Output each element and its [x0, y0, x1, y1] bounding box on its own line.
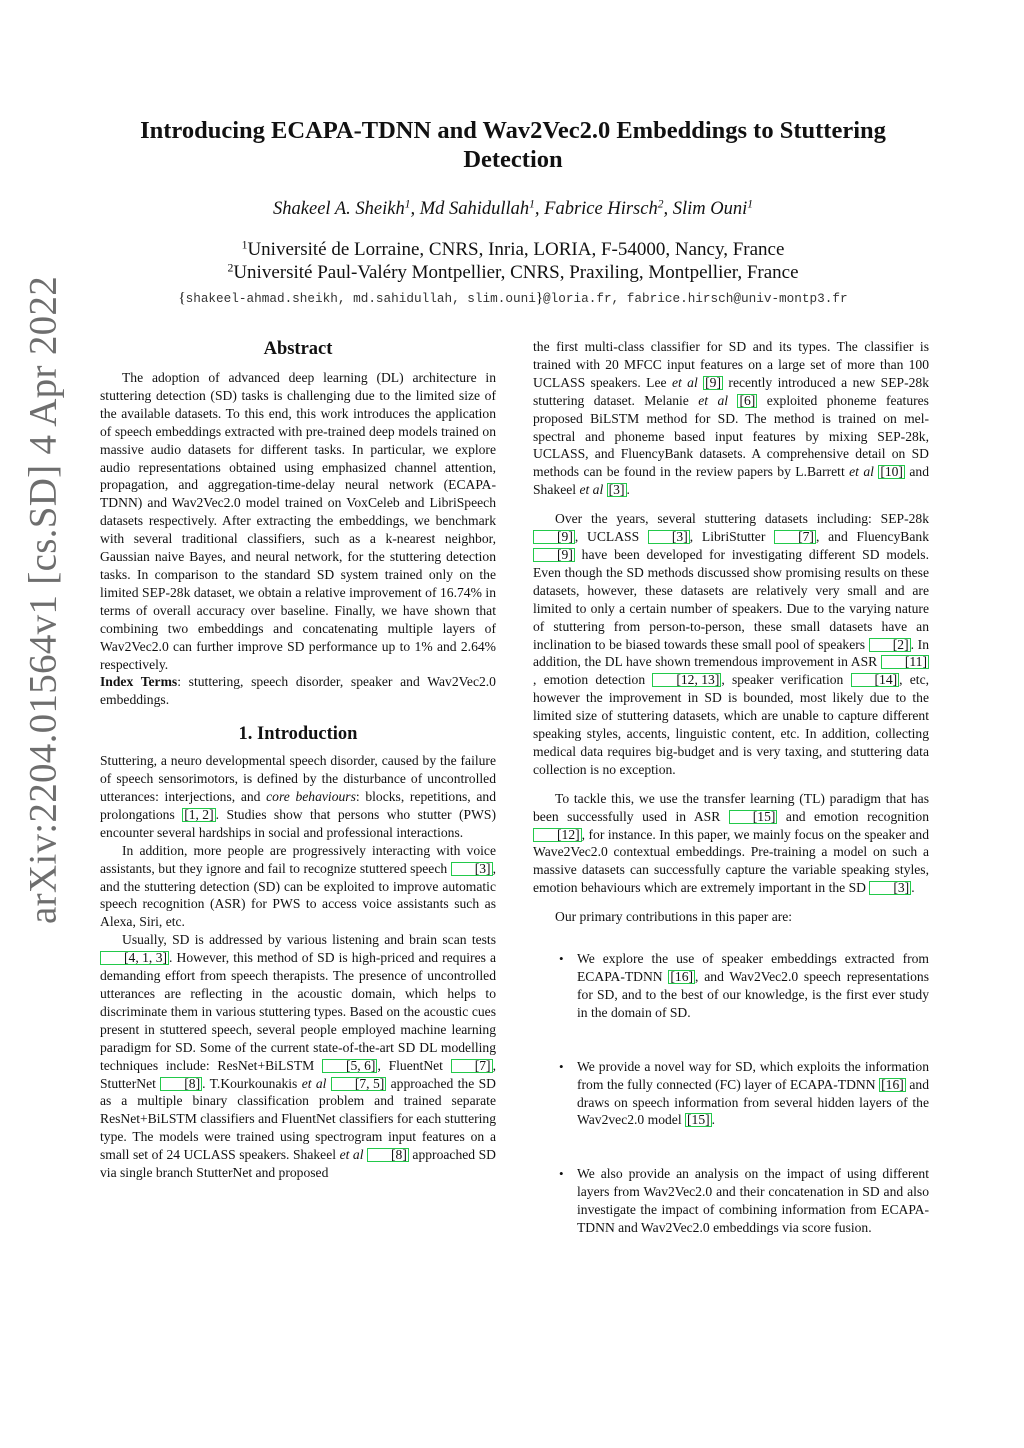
citation-link[interactable]: [7] — [774, 530, 816, 544]
author-list: Shakeel A. Sheikh$^1$, Md Sahidullah$^1$, Fabrice Hirsch$^2$, Slim Ouni$^1$ — [273, 198, 753, 219]
author-name: Fabrice Hirsch — [544, 199, 658, 219]
index-terms — [100, 673, 496, 709]
text-run: We explore the use of speaker embeddings extracted from ECAPA-TDNN — [577, 951, 929, 984]
affiliation-1 — [110, 238, 916, 262]
citation-link[interactable]: [3] — [608, 482, 625, 498]
citation-link[interactable]: [3] — [869, 881, 911, 895]
author-affil-sup: 1 — [529, 198, 535, 211]
author-affil-sup: 2 — [657, 198, 664, 211]
text-run: . — [911, 880, 915, 896]
text-run: We provide a novel way for SD, which exploits the information from the fully connected (FC) layer of ECAPA-TDNN — [577, 1058, 929, 1092]
text-run — [728, 393, 737, 408]
text-run: recently introduced a new SEP-28k stuttering dataset. Melanie — [533, 374, 929, 408]
text-run: and Shakeel — [533, 464, 929, 498]
text-run: , and FluencyBank — [815, 529, 929, 545]
text-run: , FluentNet — [377, 1057, 451, 1073]
author-name: Slim Ouni — [672, 199, 748, 219]
text-run: Over the years, several stuttering datasets including: SEP-28k — [555, 511, 929, 527]
abstract-heading: Abstract — [263, 339, 333, 359]
text-run: and draws on speech information from several hidden layers of the Wav2vec2.0 model — [577, 1076, 929, 1128]
right-paragraph-1 — [533, 338, 929, 499]
affiliation-text: Université de Lorraine, CNRS, Inria, LORIA, F-54000, Nancy, France — [247, 239, 785, 260]
text-run: , and the stuttering detection (SD) can be exploited to improve automatic speech recognition (ASR) for PWS to access voice assistants such as Alexa, Siri, etc. — [100, 860, 496, 930]
text-run: , emotion detection — [533, 672, 653, 688]
text-run: . — [711, 1112, 716, 1128]
arxiv-sidebar — [8, 100, 78, 1100]
text-run: , LibriStutter — [689, 529, 775, 545]
text-run: , StutterNet — [100, 1057, 496, 1091]
citation-link[interactable]: [14] — [851, 673, 900, 687]
emphasis: core behaviours — [266, 789, 356, 805]
text-run: , for instance. In this paper, we mainly focus on the speaker and Wave2Vec2.0 contextual embeddings. Pre-training a model on such a massive datasets can successfully capture the variable speaking styles, emotion behaviours which are extremely important in the SD — [533, 826, 929, 896]
citation-link[interactable]: [3] — [451, 862, 493, 876]
emphasis: et al — [671, 374, 698, 390]
index-terms-label: Index Terms — [100, 674, 178, 690]
right-paragraph-2 — [533, 510, 929, 779]
text-run: and emotion recognition — [777, 808, 929, 824]
bullet-icon: • — [559, 1058, 564, 1074]
contribution-list — [533, 950, 929, 1237]
author-affil-sup: 1 — [747, 198, 753, 211]
email-group: shakeel-ahmad.sheikh, md.sahidullah, slim.ouni — [185, 291, 536, 306]
intro-paragraph-3 — [100, 931, 496, 1182]
citation-link[interactable]: [4, 1, 3] — [100, 951, 169, 965]
citation-link[interactable]: [7, 5] — [331, 1077, 386, 1091]
author-name: Md Sahidullah — [419, 199, 530, 219]
emphasis: et al — [579, 482, 604, 498]
text-run: . In addition, the DL have shown tremendous improvement in ASR — [533, 636, 930, 670]
text-run: In addition, more people are progressively interacting with voice assistants, but they ignore and fail to recognize stuttered speech — [100, 842, 496, 876]
text-run: Stuttering, a neuro developmental speech disorder, caused by the failure of speech sensorimotors, is defined by the disturbance of uncontrolled utterances: interjections, and — [100, 753, 496, 805]
citation-link[interactable]: [16] — [881, 1076, 904, 1092]
citation-link[interactable]: [15] — [729, 810, 778, 824]
emphasis: et al — [698, 392, 729, 408]
text-run: , etc, however the improvement in SD is bounded, most likely due to the limited size of stuttering datasets, which are unable to capture different speaking styles, accents, linguistic content, etc. In addition, collecting medical data requires big-budget and is very taxing, and stuttering data collection is no exception. — [533, 672, 929, 777]
left-column — [100, 338, 496, 1182]
affiliation-text: Université Paul-Valéry Montpellier, CNRS, Praxiling, Montpellier, France — [233, 262, 799, 283]
citation-link[interactable]: [8] — [160, 1077, 202, 1091]
citation-link[interactable]: [8] — [367, 1148, 409, 1162]
citation-link[interactable]: [2] — [869, 638, 911, 652]
text-run: , UCLASS — [574, 529, 648, 545]
author-emails — [80, 288, 946, 309]
text-run: : blocks, repetitions, and prolongations — [100, 789, 496, 822]
bullet-icon: • — [559, 1166, 564, 1182]
intro-paragraph-1 — [100, 752, 496, 842]
right-paragraph-3 — [533, 790, 929, 897]
citation-link[interactable]: [12] — [533, 828, 582, 842]
email-domains: @loria.fr, fabrice.hirsch@univ-montp3.fr — [543, 291, 848, 306]
emphasis: et al — [849, 464, 874, 480]
author-name: Shakeel A. Sheikh — [273, 199, 405, 219]
emphasis: et al — [301, 1075, 327, 1091]
text-run: . T.Kourkounakis — [202, 1075, 302, 1091]
affiliation-sup: 2 — [227, 261, 234, 275]
citation-link[interactable]: [1, 2] — [184, 806, 214, 822]
index-terms-text: : stuttering, speech disorder, speaker and Wav2Vec2.0 embeddings. — [100, 674, 496, 708]
text-run: . Studies show that persons who stutter (PWS) encounter several hardships in social and professional interactions. — [100, 806, 496, 840]
paper-title: Introducing ECAPA-TDNN and Wav2Vec2.0 Embeddings to Stuttering Detection — [140, 117, 886, 173]
citation-link[interactable]: [11] — [881, 655, 929, 669]
text-run: . However, this method of SD is high-priced and requires a demanding effort from speech therapists. The presence of uncontrolled utterances are reflecting in the acoustic domain, which helps to discriminate them in various stuttering types. Based on the acoustic cues present in stuttered speech, several people employed machine learning paradigm for SD. Some of the current state-of-the-art SD DL modelling techniques include: ResNet+BiLSTM — [100, 950, 496, 1073]
affiliation-2 — [110, 261, 916, 285]
text-run: , and Wav2Vec2.0 speech representations for SD, and to the best of our knowledge, is the first ever study in the domain of SD. — [577, 969, 929, 1020]
citation-link[interactable]: [7] — [451, 1059, 493, 1073]
email-brace-open: { — [178, 290, 186, 306]
bullet-icon: • — [559, 951, 564, 967]
citation-link[interactable]: [9] — [533, 548, 575, 562]
arxiv-identifier: arXiv:2204.01564v1 [cs.SD] 4 Apr 2022 — [21, 275, 65, 925]
text-run: approached the SD as a multiple binary classification problem and trained separate ResNet+BiLSTM classifiers and FluentNet classifiers for each stuttering type. The models were trained using spectrogram input features on a small set of 24 UCLASS speakers. Shakeel — [100, 1075, 496, 1163]
text-run: Usually, SD is addressed by various listening and brain scan tests — [122, 932, 496, 948]
introduction-heading: 1. Introduction — [238, 724, 358, 745]
affiliation-sup: 1 — [241, 238, 248, 252]
citation-link[interactable]: [15] — [687, 1112, 710, 1128]
text-run: To tackle this, we use the transfer learning (TL) paradigm that has been successfully used in ASR — [533, 790, 929, 824]
right-paragraph-4: Our primary contributions in this paper are: — [555, 909, 793, 925]
citation-link[interactable]: [12, 13] — [652, 673, 721, 687]
text-run: the first multi-class classifier for SD and its types. The classifier is trained with 20 MFCC input features on a large set of more than 100 UCLASS speakers. Lee — [533, 339, 929, 390]
contribution-item — [555, 950, 929, 1022]
author-affil-sup: 1 — [404, 198, 411, 211]
email-brace-close: } — [535, 290, 544, 306]
citation-link[interactable]: [5, 6] — [322, 1059, 377, 1073]
text-run: approached SD via single branch StutterNet and proposed — [100, 1147, 496, 1181]
text-run: exploited phoneme features proposed BiLSTM method for SD. The method is trained on mel-spectral and phoneme based input features by mixing SEP-28k, UCLASS, and FluencyBank datasets. A comprehensive detail on SD methods can be found in the review papers by L.Barrett — [533, 392, 929, 480]
citation-link[interactable]: [9] — [705, 374, 722, 390]
citation-link[interactable]: [16] — [670, 969, 694, 984]
intro-paragraph-2 — [100, 842, 496, 932]
citation-link[interactable]: [6] — [739, 392, 756, 408]
right-column — [533, 338, 929, 1273]
text-run: , speaker verification — [721, 672, 851, 688]
citation-link[interactable]: [9] — [533, 530, 575, 544]
text-run: . — [626, 482, 630, 498]
citation-link[interactable]: [10] — [880, 464, 903, 480]
emphasis: et al — [339, 1147, 364, 1163]
text-run: We also provide an analysis on the impact of using different layers from Wav2Vec2.0 and their concatenation in SD and also investigate the impact of combining information from ECAPA-TDNN and Wav2Vec2.0 embeddings via score fusion. — [577, 1166, 929, 1236]
contribution-item — [555, 1165, 929, 1237]
abstract-text: The adoption of advanced deep learning (DL) architecture in stuttering detection (SD) tasks is challenging due to the limited size of the available datasets. To this end, this work introduces the application of speech embeddings extracted with pre-trained deep models trained on massive audio datasets for different tasks. In particular, we explore audio representations obtained using emphasized channel attention, propagation, and aggregation-time-delay neural network (ECAPA-TDNN) and Wav2Vec2.0 model trained on VoxCeleb and LibriSpeech datasets respectively. After extracting the embeddings, we benchmark with several traditional classifiers, such as a k-nearest neighbor, Gaussian naive Bayes, and neural network, for the stuttering detection tasks. In comparison to the standard SD system trained only on the limited SEP-28k dataset, we obtain a relative improvement of 16.74% in terms of overall accuracy over baseline. Finally, we have shown that combining two embeddings and concatenating multiple layers of Wav2Vec2.0 can further improve SD performance up to 1% and 2.64% respectively. — [100, 370, 496, 672]
contribution-item — [555, 1058, 929, 1130]
text-run: have been developed for investigating different SD models. Even though the SD methods discussed show promising results on these datasets, however, these datasets are relatively very small and are limited to only a certain number of speakers. Due to the varying nature of stuttering from person-to-person, these small datasets have an inclination to be biased towards these small pool of speakers — [533, 546, 929, 652]
citation-link[interactable]: [3] — [648, 530, 690, 544]
